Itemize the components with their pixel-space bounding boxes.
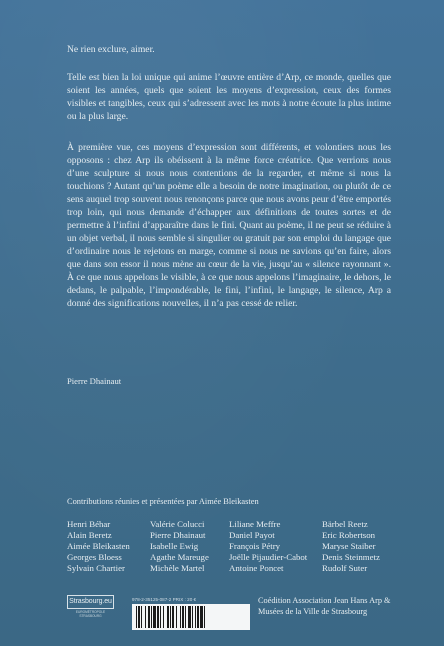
barcode-bar [167,606,169,628]
contributor-name: Sylvain Chartier [67,563,125,573]
barcode-bar [148,606,150,628]
contributions-heading: Contributions réunies et présentées par Aimée Bleikasten [67,497,259,506]
contributor-name: Eric Robertson [322,530,376,540]
contributor-name: Henri Béhar [67,519,111,529]
contributors-column-1 [67,519,130,574]
barcode-bar [145,606,146,628]
contributor-name: Valérie Colucci [150,519,205,529]
barcode-bar [170,606,171,628]
barcode-bar [192,606,193,628]
contributors-column-4 [322,519,380,574]
contributor-name: Georges Bloess [67,552,122,562]
paragraph-3-text: À première vue, ces moyens d’expression sont différents, et volontiers nous les opposons : chez Arp ils obéissent à la même force créatrice. Que verrions nous d’une sculpture si nous nous contentions de la regarder, et même si nous la touchions ? Autant qu’un poème elle a besoin de notre imagination, ou plutôt de ce sens auquel trop souvent nous renonçons parce que nous avons peur d’être emportés trop loin, qui nous demande d’échapper aux définitions de toutes sortes et de permettre à l’infini d’apparaître dans le fini. Quant au poème, il ne peut se réduire à un objet verbal, il nous semble si singulier ou gratuit par son emploi du langage que d’ordinaire nous le rejetons en marge, comme si nous ne savions qu’en faire, alors que dans son essor il nous mène au cœur de la vie, jusqu’au « silence rayonnant ». À ce que nous appelons le visible, à ce que nous appelons l’imaginaire, le dehors, le dedans, le palpable, l’impondérable, le fini, l’infini, le langage, le silence, Arp a donné des significations nouvelles, il n’a pas cessé de relier. [67,142,391,309]
contributor-name: Aimée Bleikasten [67,541,130,551]
copublication-credit: Coédition Association Jean Hans Arp & Musées de la Ville de Strasbourg [258,596,391,616]
epigraph [67,43,391,56]
barcode-bar [153,606,156,628]
strasbourg-logo: Strasbourg.eu [67,595,114,609]
contributor-name: Isabelle Ewig [150,541,199,551]
barcode-bar [176,606,177,628]
contributor-name: Maryse Staiber [322,541,376,551]
epigraph-text: Ne rien exclure, aimer. [67,44,155,55]
barcode-bar [136,606,137,628]
barcode-bar [197,606,199,628]
barcode-bar [188,606,191,628]
barcode-bar [200,606,203,628]
contributors-column-2 [150,519,209,574]
contributor-name: Liliane Meffre [229,519,281,529]
contributor-name: Michèle Martel [150,563,205,573]
contributor-name: Bärbel Reetz [322,519,368,529]
paragraph-2-text: Telle est bien la loi unique qui anime l’œuvre entière d’Arp, ce monde, quelles que soient les années, quels que soient les moyens d’expression, ceux des formes visibles et tangibles, ceux qui s’adressent avec les mots à notre écoute la plus intime ou la plus large. [67,72,391,122]
contributor-name: Daniel Payot [229,530,275,540]
barcode-graphic [132,604,250,630]
barcode [132,604,250,630]
contributor-name: Rudolf Suter [322,563,368,573]
barcode-bar [182,606,184,628]
barcode-bar [138,606,140,628]
barcode-bar [151,606,152,628]
paragraph-3 [67,141,391,310]
barcode-bar [195,606,196,628]
contributor-name: Joëlle Pijaudier-Cabot [229,552,308,562]
barcode-bar [157,606,159,628]
contributors-column-3 [229,519,307,574]
barcode-bar [185,606,186,628]
isbn-price: 978-2-35125-087-2 PRIX : 20 € [132,597,197,602]
contributor-name: Denis Steinmetz [322,552,380,562]
barcode-bar [180,606,181,628]
author-signature: Pierre Dhainaut [67,376,122,386]
barcode-bar [163,606,164,628]
barcode-bar [160,606,161,628]
contributor-name: Pierre Dhainaut [150,530,206,540]
strasbourg-logo-subtitle: EUROMÉTROPOLE STRASBOURG [75,610,106,618]
paragraph-2 [67,71,391,123]
contributor-name: Agathe Mareuge [150,552,209,562]
barcode-bar [141,606,142,628]
contributor-name: François Pétry [229,541,281,551]
barcode-bar [172,606,174,628]
barcode-bar [204,606,205,628]
contributor-name: Antoine Poncet [229,563,284,573]
contributor-name: Alain Beretz [67,530,112,540]
